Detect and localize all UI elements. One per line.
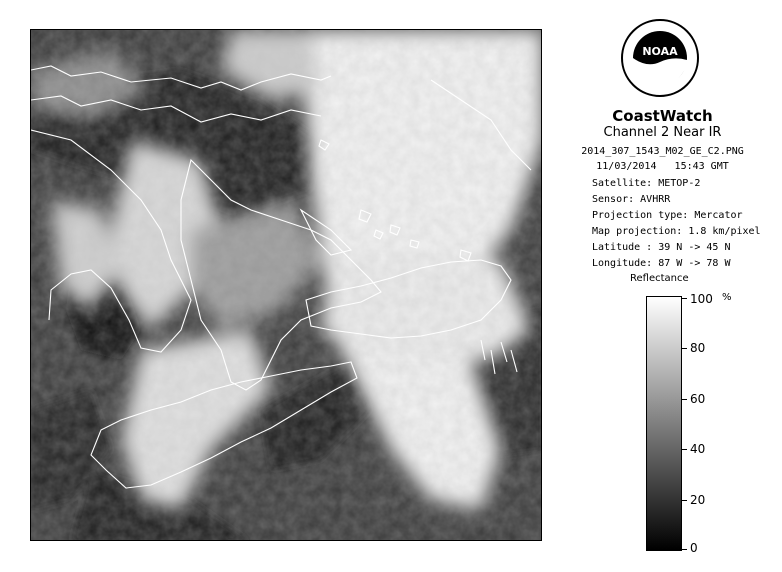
satellite-map[interactable] [30, 29, 542, 541]
scale-title: Reflectance [630, 273, 689, 284]
scale-tick-label: 60 [690, 392, 706, 406]
filename-label: 2014_307_1543_M02_GE_C2.PNG [581, 146, 744, 157]
date-label: 11/03/2014 [596, 161, 657, 172]
satellite-label: Satellite: METOP-2 [592, 178, 701, 189]
sensor-label: Sensor: AVHRR [592, 194, 671, 205]
date-time [560, 160, 765, 173]
map-projection-label: Map projection: 1.8 km/pixel [592, 226, 761, 237]
noaa-logo-graphic [620, 18, 700, 98]
channel-label: Channel 2 Near IR [603, 125, 722, 140]
scale-tick-label: 20 [690, 493, 706, 507]
time-label: 15:43 GMT [674, 161, 729, 172]
projection-type-label: Projection type: Mercator [592, 210, 743, 221]
scale-tick [681, 399, 687, 400]
scale-tick [681, 449, 687, 450]
scale-tick-label: 80 [690, 341, 706, 355]
brand-title: CoastWatch [612, 107, 713, 125]
latitude-label: Latitude : 39 N -> 45 N [592, 242, 731, 253]
reflectance-color-bar [646, 296, 682, 551]
scale-tick [681, 549, 687, 550]
logo-text: NOAA [642, 45, 678, 58]
scale-tick [681, 348, 687, 349]
satellite-image [31, 30, 542, 541]
scale-tick [681, 500, 687, 501]
scale-tick-label: 0 [690, 541, 698, 555]
scale-unit: % [722, 292, 732, 303]
scale-tick-label: 40 [690, 442, 706, 456]
scale-tick-label: 100 [690, 292, 713, 306]
longitude-label: Longitude: 87 W -> 78 W [592, 258, 731, 269]
scale-tick [681, 298, 687, 299]
noaa-logo [620, 18, 700, 98]
